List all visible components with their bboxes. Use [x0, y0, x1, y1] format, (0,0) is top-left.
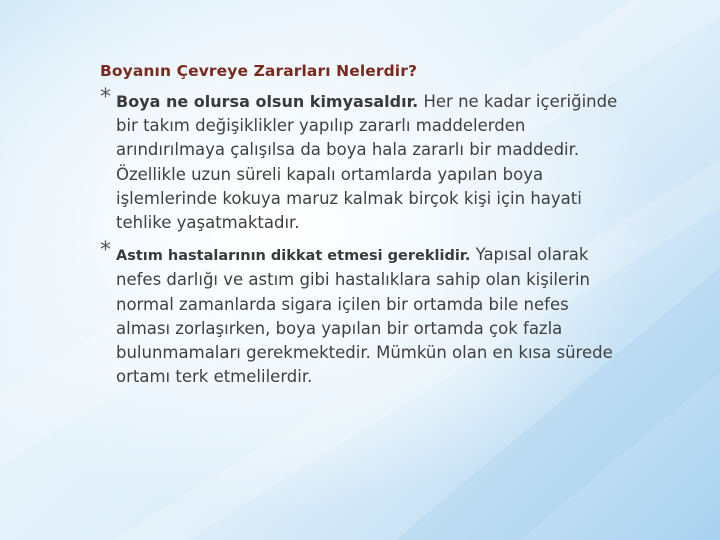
slide-title: Boyanın Çevreye Zararları Nelerdir?	[100, 62, 418, 80]
bullet-body-text: Her ne kadar içeriğinde bir takım değişiklikler yapılıp zararlı maddelerden arındırılmaya çalışılsa da boya hala zararlı bir maddedir. Özellikle uzun süreli kapalı ortamlarda yapılan boya işlemlerinde kokuya maruz kalmak birçok kişi için hayati tehlike yaşatmaktadır.	[116, 92, 618, 233]
slide-content	[100, 62, 620, 397]
bullet-lead-text: Astım hastalarının dikkat etmesi gereklidir.	[116, 248, 471, 265]
bullet-item	[100, 85, 620, 235]
bullet-body-text: Yapısal olarak nefes darlığı ve astım gibi hastalıklara sahip olan kişilerin normal zamanlarda sigara içilen bir ortamda bile nefes alması zorlaşırken, boya yapılan bir ortamda çok fazla bulunmamaları gerekmektedir. Mümkün olan en kısa sürede ortamı terk etmelilerdir.	[116, 245, 613, 387]
bullet-lead-text: Boya ne olursa olsun kimyasaldır.	[116, 92, 419, 111]
bullet-item	[100, 238, 620, 389]
asterisk-bullet-icon: *	[100, 238, 111, 264]
asterisk-bullet-icon: *	[100, 85, 111, 110]
